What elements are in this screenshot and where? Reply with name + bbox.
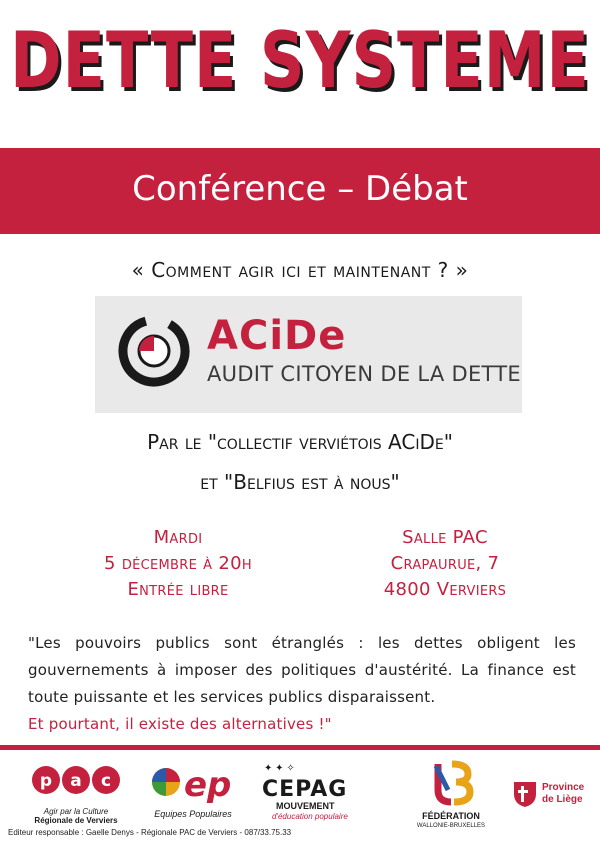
quote-text: "Les pouvoirs publics sont étranglés : les dettes obligent les gouvernements à imposer des politiques d'austérité. La finance est toute puissante et les services publics disparaissent. (28, 634, 576, 706)
event-type-band (0, 148, 600, 234)
conference-question: « Comment agir ici et maintenant ? » (131, 258, 469, 282)
fwb-line-1: FÉDÉRATION (422, 811, 480, 821)
province-shield-icon (512, 780, 538, 808)
cepag-line-2: d'éducation populaire (272, 812, 348, 821)
event-where (325, 525, 565, 603)
fwb-emblem-icon (408, 760, 494, 806)
event-entry: Entrée libre (127, 579, 229, 600)
province-logo (512, 780, 594, 848)
pac-emblem-icon (28, 760, 124, 800)
acide-logo-name: ACiDe (207, 313, 347, 359)
fwb-logo (408, 760, 494, 828)
quote-highlight: Et pourtant, il existe des alternatives !" (28, 715, 332, 733)
organisers-line-1: Par le "collectif verviétois ACiDe" (147, 430, 453, 454)
cepag-stars-icon (262, 760, 372, 774)
svg-text:c: c (100, 771, 112, 791)
acide-logo-subtitle: AUDIT CITOYEN DE LA DETTE (207, 362, 521, 386)
ep-tagline: Equipes Populaires (154, 809, 232, 819)
ep-emblem-icon (148, 760, 238, 804)
acide-emblem-icon (117, 314, 191, 388)
ep-logo (148, 760, 238, 828)
event-type: Conférence – Débat (132, 169, 468, 209)
cepag-name: CEPAG (262, 777, 348, 802)
publisher-footer: Editeur responsable : Gaelle Denys - Régionale PAC de Verviers - 087/33.75.33 (8, 828, 292, 837)
venue-city: 4800 Verviers (383, 579, 507, 600)
svg-text:✦ ✦ ✧: ✦ ✦ ✧ (264, 763, 295, 774)
pac-logo (28, 760, 124, 828)
event-day: Mardi (153, 527, 203, 548)
venue-street: Crapaurue, 7 (390, 553, 500, 574)
divider (0, 745, 600, 750)
event-when (58, 525, 298, 603)
acide-logo (95, 296, 522, 413)
fwb-line-2: WALLONIE-BRUXELLES (416, 823, 486, 829)
cepag-line-1: MOUVEMENT (276, 801, 335, 811)
svg-text:a: a (70, 771, 82, 791)
venue-name: Salle PAC (402, 527, 488, 548)
event-quote (28, 630, 576, 738)
province-line-2: de Liège (542, 794, 583, 805)
province-line-1: Province (542, 782, 585, 793)
pac-tagline: Agir par la Culture (43, 807, 109, 816)
organisers-line-2: et "Belfius est à nous" (200, 470, 400, 494)
svg-text:p: p (39, 771, 53, 791)
pac-region: Régionale de Verviers (34, 816, 118, 825)
svg-text:ep: ep (184, 765, 232, 804)
partner-logos (0, 760, 600, 828)
poster-title: DETTE SYSTEME (10, 14, 590, 106)
cepag-logo (262, 760, 372, 828)
event-date: 5 décembre à 20h (104, 553, 252, 574)
